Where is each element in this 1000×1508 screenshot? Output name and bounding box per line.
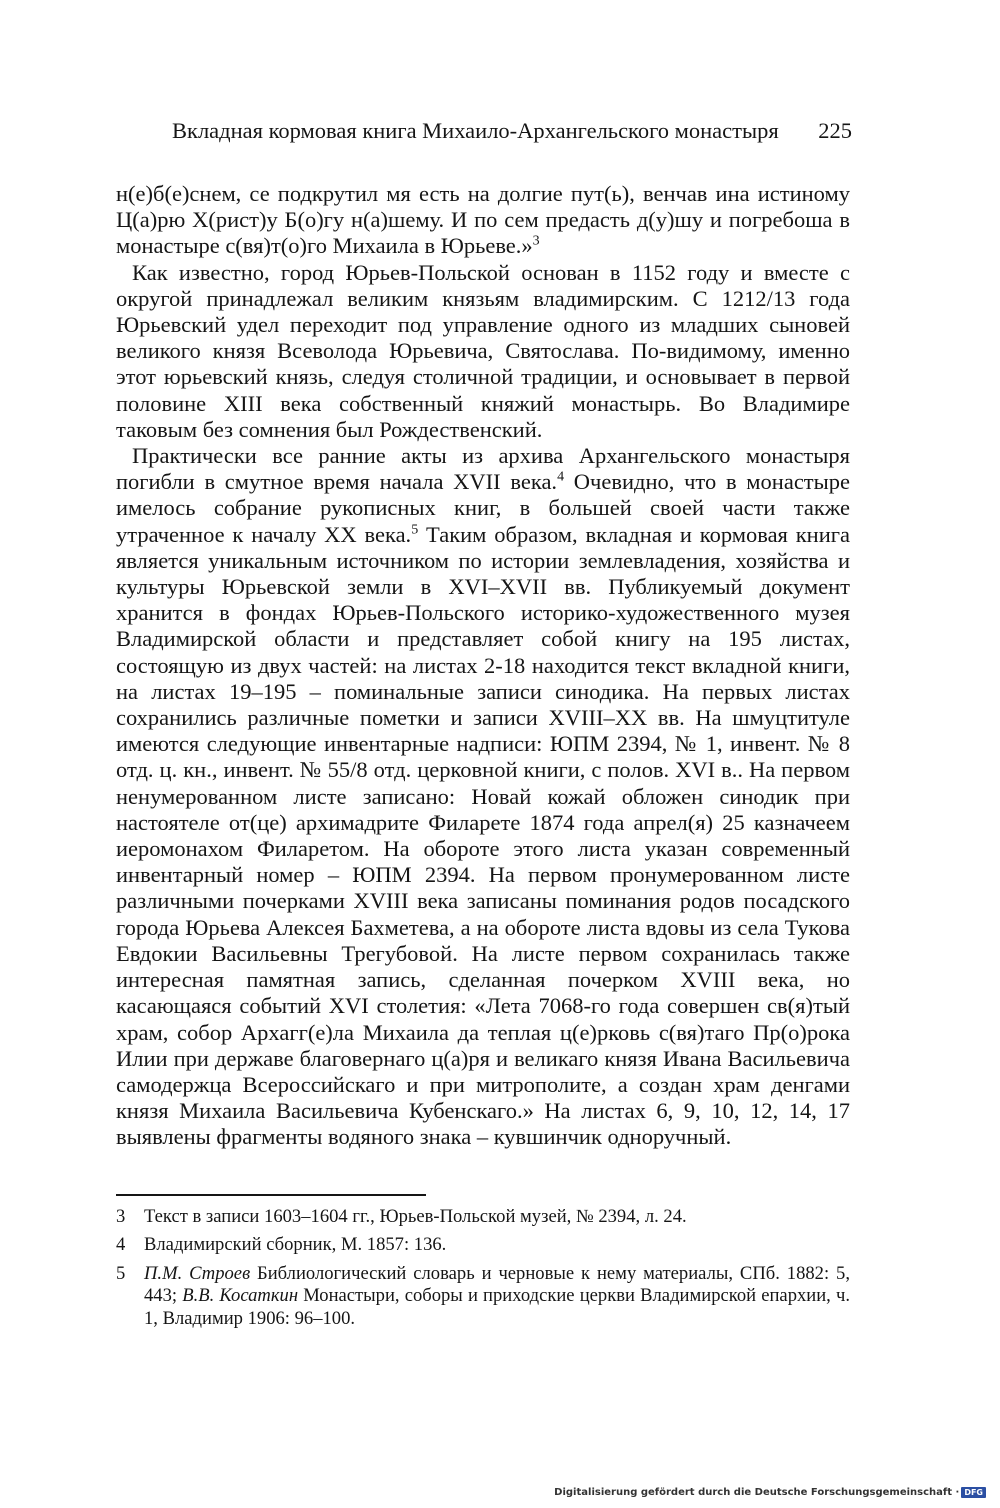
footnotes xyxy=(116,1206,850,1336)
footnote-number: 4 xyxy=(116,1234,126,1256)
main-text xyxy=(116,181,850,1151)
running-header xyxy=(172,118,852,144)
page-number: 225 xyxy=(818,118,852,143)
footnote-number: 3 xyxy=(116,1206,126,1227)
footnote-ref-3[interactable]: 3 xyxy=(532,233,540,249)
footnote-number: 5 xyxy=(116,1262,126,1284)
footnote-text: П.М. Строев Библиологический словарь и черновые к нему материалы, СПб. 1882: 5, 443; В.В. Косаткин Монастыри, соборы и приходские церкви Владимирской епархии, ч. 1, Владимир 1906: 96–100. xyxy=(144,1262,850,1329)
paragraph-3: Практически все ранние акты из архива Архангельского монастыря погибли в смутное время начала XVII века.$^4$ Очевидно, что в монастыре имелось собрание рукописных книг, в большей своей части также утраченное к началу XX века.$^5$ Таким образом, вкладная и кормовая книга является уникальным источником по истории землевладения, хозяйства и культуры Юрьевской земли в XVI–XVII вв. Публикуемый документ хранится в фондах Юрьев-Польского историко-художественного музея Владимирской области и представляет собой книгу на 195 листах, состоящую из двух частей: на листах 2-18 находится текст вкладной книги, на листах 19–195 – поминальные записи синодика. На первых листах сохранились различные пометки и записи XVIII–XX вв. На шмуцтитуле имеются следующие инвентарные надписи: ЮПМ 2394, № 1, инвент. № 8 отд. ц. кн., инвент. № 55/8 отд. церковной книги, с полов. XVI в.. На первом ненумерованном листе записано: Новай кожай обложен синодик при настоятеле от(це) архимадрите Филарете 1874 года апрел(я) 25 казначеем иеромонахом Филаретом. На обороте этого листа указан современный инвентарный номер – ЮПМ 2394. На первом пронумерованном листе различными почерками XVIII века записаны поминания родов посадского города Юрьева Алексея Бахметева, а на обороте листа вдовы из села Тукова Евдокии Васильевны Трегубовой. На листе первом сохранилась также интересная памятная запись, сделанная почерком XVIII века, но касающаяся событий XVI столетия: «Лета 7068-го года совершен св(я)тый храм, собор Архагг(е)ла Михаила да теплая ц(е)рковь с(вя)таго Пр(о)рока Илии при державе благовернаго ц(а)ря и великаго князя Ивана Васильевича самодержца Всероссийскаго и при митрополите, а создан храм денгами князя Михаила Васильевича Кубенскаго.» На листах 6, 9, 10, 12, 14, 17 выявлены фрагменты водяного знака – кувшинчик одноручный. xyxy=(116,443,850,1150)
footnote-3 xyxy=(116,1206,850,1228)
running-title: Вкладная кормовая книга Михаило-Архангельского монастыря xyxy=(172,118,779,143)
footnote-divider xyxy=(116,1194,426,1196)
dfg-logo-icon: DFG xyxy=(961,1487,986,1498)
footnote-5 xyxy=(116,1263,850,1330)
credit-text: Digitalisierung gefördert durch die Deutsche Forschungsgemeinschaft · xyxy=(554,1487,960,1498)
footnote-author: В.В. Косаткин xyxy=(182,1285,299,1307)
footnote-text: Владимирский сборник, М. 1857: 136. xyxy=(144,1234,447,1256)
footnote-ref-4[interactable]: 4 xyxy=(557,469,565,485)
footnote-4 xyxy=(116,1234,850,1256)
paragraph-1: н(е)б(е)снем, се подкрутил мя есть на долгие пут(ь), венчав ина истиному Ц(а)рю Х(рист)у Б(о)гу н(а)шему. И по сем предасть д(у)шу и погребоша в монастыре с(вя)т(о)го Михаила в Юрьеве.»$^3$ xyxy=(116,181,850,259)
digitization-credit xyxy=(554,1487,986,1498)
paragraph-2: Как известно, город Юрьев-Польской основан в 1152 году и вместе с округой принадлежал великим князьям владимирским. С 1212/13 года Юрьевский удел переходит под управление одного из младших сыновей великого князя Всеволода Юрьевича, Святослава. По-видимому, именно этот юрьевский князь, следуя столичной традиции, и основывает в первой половине XIII века собственный княжий монастырь. Во Владимире таковым без сомнения был Рождественский. xyxy=(116,259,850,442)
footnote-text: Текст в записи 1603–1604 гг., Юрьев-Польской музей, № 2394, л. 24. xyxy=(144,1206,687,1227)
footnote-author: П.М. Строев xyxy=(144,1262,251,1284)
footnote-ref-5[interactable]: 5 xyxy=(411,522,419,538)
